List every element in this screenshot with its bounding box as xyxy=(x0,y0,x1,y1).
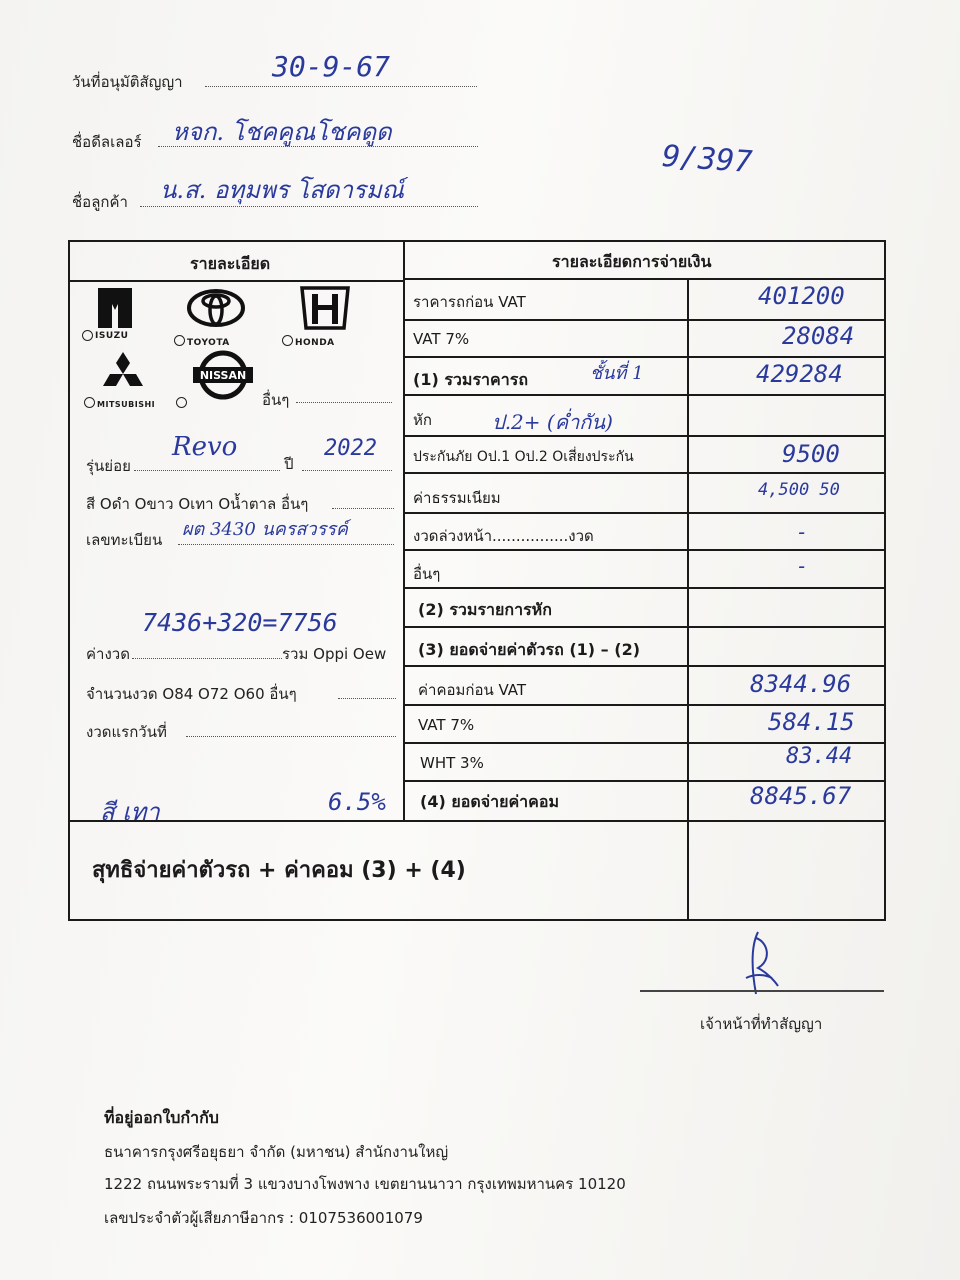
note-hand: สี เทา xyxy=(100,798,160,826)
footer-line2: 1222 ถนนพระรามที่ 3 แขวงบางโพงพาง เขตยานนาวา กรุงเทพมหานคร 10120 xyxy=(104,1175,626,1193)
row-insurance-value: 9500 xyxy=(782,440,840,468)
row-line xyxy=(405,319,885,321)
toyota-icon xyxy=(186,288,246,328)
row-insurance-label: ประกันภัย Oป.1 Oป.2 Oเสี่ยงประกัน xyxy=(413,449,634,465)
col-divider-main xyxy=(403,242,405,822)
term-other-line xyxy=(338,698,396,699)
row-advance-value: - xyxy=(796,520,809,544)
isuzu-label: ISUZU xyxy=(95,331,129,341)
row-line xyxy=(405,394,885,396)
toyota-label: TOYOTA xyxy=(187,338,230,348)
row-price-value: 401200 xyxy=(758,282,845,310)
mitsubishi-icon xyxy=(100,350,146,392)
row-comm-vat-label: VAT 7% xyxy=(418,716,475,734)
term-options: จำนวนงวด O84 O72 O60 อื่นๆ xyxy=(86,685,297,703)
toyota-radio[interactable] xyxy=(174,335,185,346)
col-divider-values xyxy=(687,278,689,921)
row-total-label: (1) รวมราคารถ xyxy=(413,370,528,389)
isuzu-option xyxy=(82,330,128,341)
row-car-pay-label: (3) ยอดจ่ายค่าตัวรถ (1) – (2) xyxy=(418,640,641,659)
row-line xyxy=(405,512,885,514)
right-header-line xyxy=(405,278,885,280)
isuzu-logo xyxy=(94,286,136,334)
row-line xyxy=(405,587,885,589)
mitsubishi-logo xyxy=(100,350,146,396)
row-vat-label: VAT 7% xyxy=(413,330,470,348)
honda-option xyxy=(282,330,335,349)
color-other-line xyxy=(332,508,394,509)
row-advance-label: งวดล่วงหน้า................งวด xyxy=(413,527,594,545)
footer-title: ที่อยู่ออกใบกำกับ xyxy=(104,1108,219,1127)
signature-role: เจ้าหน้าที่ทำสัญญา xyxy=(700,1015,823,1033)
left-header-line xyxy=(70,280,405,282)
year-line xyxy=(302,470,392,471)
mitsubishi-option xyxy=(84,392,155,411)
plate-value: ผต 3430 นครสวรรค์ xyxy=(182,519,348,540)
plate-line xyxy=(178,544,394,545)
row-comm-label: ค่าคอมก่อน VAT xyxy=(418,681,527,699)
row-other-label: อื่นๆ xyxy=(413,565,441,583)
approval-date-value: 30-9-67 xyxy=(272,50,391,83)
row-line xyxy=(405,626,885,628)
first-due-line xyxy=(186,736,396,737)
mitsubishi-label: MITSUBISHI xyxy=(97,400,156,409)
row-line xyxy=(405,472,885,474)
nissan-icon xyxy=(192,348,254,402)
signature-mark xyxy=(736,928,786,1004)
footer-line3: เลขประจำตัวผู้เสียภาษีอากร : 0107536001079 xyxy=(104,1209,423,1227)
isuzu-icon xyxy=(94,286,136,330)
honda-label: HONDA xyxy=(295,338,335,348)
nissan-radio[interactable] xyxy=(176,397,187,408)
model-line xyxy=(134,470,280,471)
dealer-value: หจก. โชคคูณโชคดูด xyxy=(172,118,392,146)
net-label: สุทธิจ่ายค่าตัวรถ + ค่าคอม (3) + (4) xyxy=(92,858,466,883)
row-wht-value: 83.44 xyxy=(786,744,853,769)
nissan-logo xyxy=(192,348,254,406)
footer-line1: ธนาคารกรุงศรีอยุธยา จำกัด (มหาชน) สำนักงานใหญ่ xyxy=(104,1143,449,1161)
row-wht-label: WHT 3% xyxy=(420,754,484,772)
plate-label: เลขทะเบียน xyxy=(86,531,163,549)
row-price-label: ราคารถก่อน VAT xyxy=(413,293,526,311)
toyota-option xyxy=(174,330,230,349)
year-label: ปี xyxy=(284,455,294,473)
row-line xyxy=(405,665,885,667)
nissan-option xyxy=(176,392,189,411)
model-label: รุ่นย่อย xyxy=(86,457,131,475)
row-other-value: - xyxy=(796,554,809,578)
mitsubishi-radio[interactable] xyxy=(84,397,95,408)
row-comm-pay-value: 8845.67 xyxy=(750,782,852,810)
rate-hand: 6.5% xyxy=(328,788,386,816)
left-title: รายละเอียด xyxy=(190,254,271,273)
customer-value: น.ส. อทุมพร โสดารมณ์ xyxy=(160,176,404,204)
installment-suffix: รวม Oppi Oew xyxy=(282,645,387,663)
model-value: Revo xyxy=(172,432,238,462)
honda-logo xyxy=(298,286,352,334)
first-due-label: งวดแรกวันที่ xyxy=(86,723,167,741)
isuzu-radio[interactable] xyxy=(82,330,93,341)
row-vat-value: 28084 xyxy=(782,322,855,350)
details-table xyxy=(68,240,886,921)
row-line xyxy=(405,704,885,706)
row-comm-pay-label: (4) ยอดจ่ายค่าคอม xyxy=(420,792,559,811)
row-deduct-note: ป.2+ (ค่ำกัน) xyxy=(492,410,613,434)
customer-label: ชื่อลูกค้า xyxy=(72,193,128,211)
row-comm-value: 8344.96 xyxy=(750,670,852,698)
honda-radio[interactable] xyxy=(282,335,293,346)
row-total-note: ชั้นที่ 1 xyxy=(590,363,644,384)
installment-line xyxy=(132,658,282,659)
installment-label: ค่างวด xyxy=(86,645,130,663)
row-deduct-label: หัก xyxy=(413,411,432,429)
row-total-value: 429284 xyxy=(756,360,843,388)
right-title: รายละเอียดการจ่ายเงิน xyxy=(552,252,712,271)
brand-other-line xyxy=(296,402,392,403)
toyota-logo xyxy=(186,288,246,332)
dealer-label: ชื่อดีลเลอร์ xyxy=(72,133,142,151)
row-line xyxy=(405,356,885,358)
row-line xyxy=(405,549,885,551)
ref-note: 9/397 xyxy=(660,138,754,181)
color-options: สี Oดำ Oขาว Oเทา Oน้ำตาล อื่นๆ xyxy=(86,495,309,513)
row-line xyxy=(405,435,885,437)
nissan-label: NISSAN xyxy=(199,369,247,382)
installment-value: 7436+320=7756 xyxy=(142,608,338,637)
year-value: 2022 xyxy=(324,436,377,461)
signature-line xyxy=(640,990,884,992)
brand-other-label: อื่นๆ xyxy=(262,391,290,409)
row-fee-value: 4,500 50 xyxy=(758,480,840,500)
approval-date-line xyxy=(205,86,477,87)
net-row-line xyxy=(70,820,885,822)
row-comm-vat-value: 584.15 xyxy=(768,708,855,736)
row-deduct-total-label: (2) รวมรายการหัก xyxy=(418,600,552,619)
row-fee-label: ค่าธรรมเนียม xyxy=(413,489,501,507)
honda-icon xyxy=(298,286,352,330)
approval-date-label: วันที่อนุมัติสัญญา xyxy=(72,73,183,91)
